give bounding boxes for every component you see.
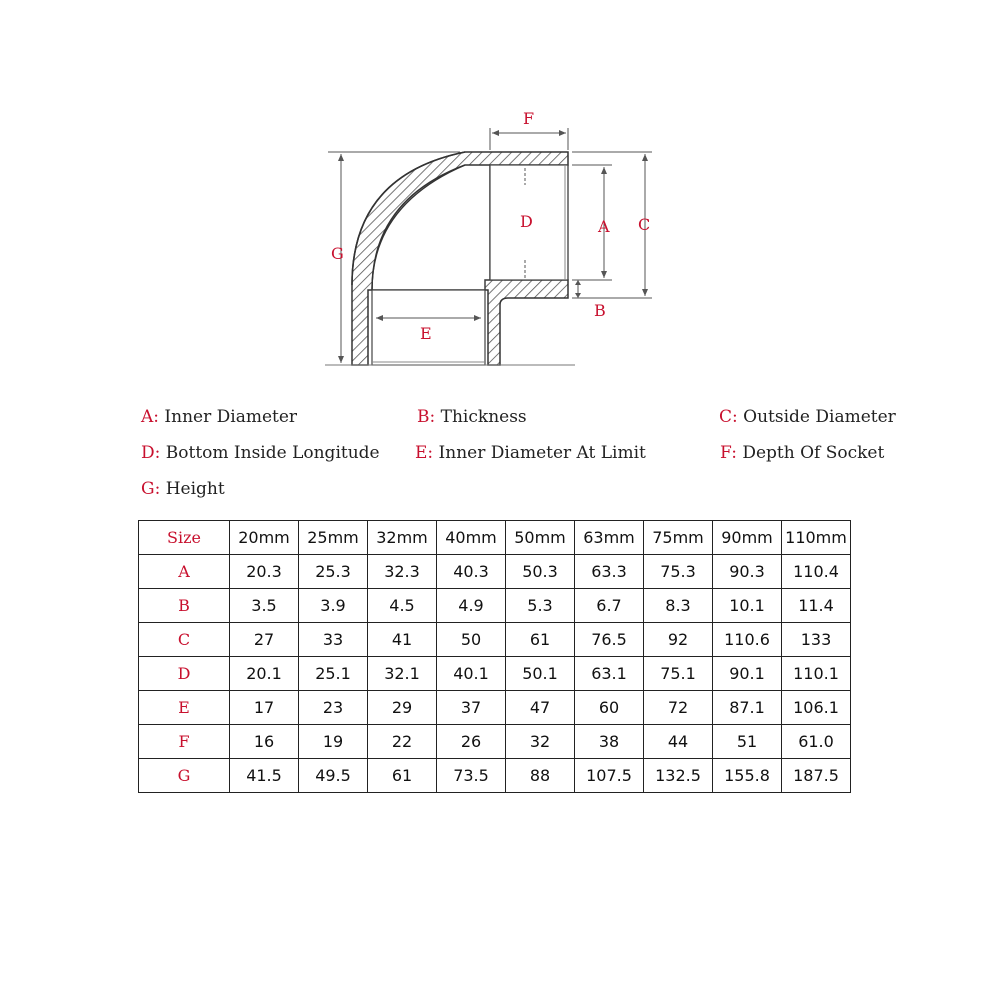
size-column-header: 50mm [506,521,575,555]
row-label-cell: F [139,725,230,759]
table-cell: 50.1 [506,657,575,691]
size-column-header: 75mm [644,521,713,555]
table-cell: 107.5 [575,759,644,793]
table-row [139,657,851,691]
size-column-header: 63mm [575,521,644,555]
table-cell: 4.9 [437,589,506,623]
table-cell: 5.3 [506,589,575,623]
table-cell: 26 [437,725,506,759]
table-cell: 27 [230,623,299,657]
table-cell: 187.5 [782,759,851,793]
size-column-header: 40mm [437,521,506,555]
row-label-cell: B [139,589,230,623]
table-cell: 110.6 [713,623,782,657]
table-cell: 73.5 [437,759,506,793]
table-cell: 6.7 [575,589,644,623]
table-cell: 47 [506,691,575,725]
table-cell: 88 [506,759,575,793]
legend-item-d: D: Bottom Inside Longitude [141,443,380,463]
table-cell: 32 [506,725,575,759]
table-cell: 110.4 [782,555,851,589]
table-cell: 155.8 [713,759,782,793]
table-cell: 133 [782,623,851,657]
table-cell: 19 [299,725,368,759]
table-cell: 32.3 [368,555,437,589]
legend-item-b: B: Thickness [417,407,527,427]
table-cell: 90.1 [713,657,782,691]
label-g: G [331,244,344,263]
table-cell: 33 [299,623,368,657]
table-cell: 63.3 [575,555,644,589]
table-cell: 20.3 [230,555,299,589]
table-cell: 17 [230,691,299,725]
table-cell: 20.1 [230,657,299,691]
size-column-header: 90mm [713,521,782,555]
table-cell: 106.1 [782,691,851,725]
label-f: F [523,109,535,128]
table-cell: 63.1 [575,657,644,691]
row-label-cell: E [139,691,230,725]
table-cell: 61 [368,759,437,793]
row-label-cell: C [139,623,230,657]
table-cell: 75.1 [644,657,713,691]
table-cell: 61.0 [782,725,851,759]
table-cell: 16 [230,725,299,759]
table-cell: 51 [713,725,782,759]
size-header-cell: Size [139,521,230,555]
table-cell: 72 [644,691,713,725]
table-cell: 76.5 [575,623,644,657]
table-cell: 11.4 [782,589,851,623]
size-column-header: 20mm [230,521,299,555]
table-cell: 90.3 [713,555,782,589]
table-cell: 8.3 [644,589,713,623]
row-label-cell: A [139,555,230,589]
table-row [139,589,851,623]
table-cell: 4.5 [368,589,437,623]
table-cell: 25.1 [299,657,368,691]
table-cell: 132.5 [644,759,713,793]
table-row [139,623,851,657]
legend-item-g: G: Height [141,479,225,499]
table-cell: 75.3 [644,555,713,589]
table-cell: 44 [644,725,713,759]
table-cell: 87.1 [713,691,782,725]
table-cell: 110.1 [782,657,851,691]
table-cell: 50 [437,623,506,657]
table-cell: 10.1 [713,589,782,623]
table-cell: 37 [437,691,506,725]
table-cell: 40.1 [437,657,506,691]
table-cell: 61 [506,623,575,657]
legend-item-c: C: Outside Diameter [719,407,896,427]
table-row [139,725,851,759]
size-column-header: 110mm [782,521,851,555]
table-cell: 49.5 [299,759,368,793]
row-label-cell: D [139,657,230,691]
table-cell: 23 [299,691,368,725]
label-d: D [520,212,533,231]
table-cell: 60 [575,691,644,725]
table-row [139,555,851,589]
legend-item-f: F: Depth Of Socket [720,443,885,463]
legend-item-a: A: Inner Diameter [141,407,298,427]
table-header-row [139,521,851,555]
table-cell: 40.3 [437,555,506,589]
row-label-cell: G [139,759,230,793]
table-cell: 92 [644,623,713,657]
table-row [139,759,851,793]
table-row [139,691,851,725]
size-column-header: 32mm [368,521,437,555]
table-cell: 22 [368,725,437,759]
table-cell: 41 [368,623,437,657]
table-cell: 3.9 [299,589,368,623]
label-c: C [638,215,651,234]
table-cell: 3.5 [230,589,299,623]
label-e: E [420,324,432,343]
size-spec-table [138,520,851,793]
table-cell: 41.5 [230,759,299,793]
label-b: B [594,301,606,320]
elbow-diagram [0,0,1000,400]
table-cell: 25.3 [299,555,368,589]
table-cell: 29 [368,691,437,725]
table-cell: 50.3 [506,555,575,589]
label-a: A [598,217,610,236]
size-column-header: 25mm [299,521,368,555]
legend-item-e: E: Inner Diameter At Limit [415,443,646,463]
table-cell: 38 [575,725,644,759]
table-cell: 32.1 [368,657,437,691]
